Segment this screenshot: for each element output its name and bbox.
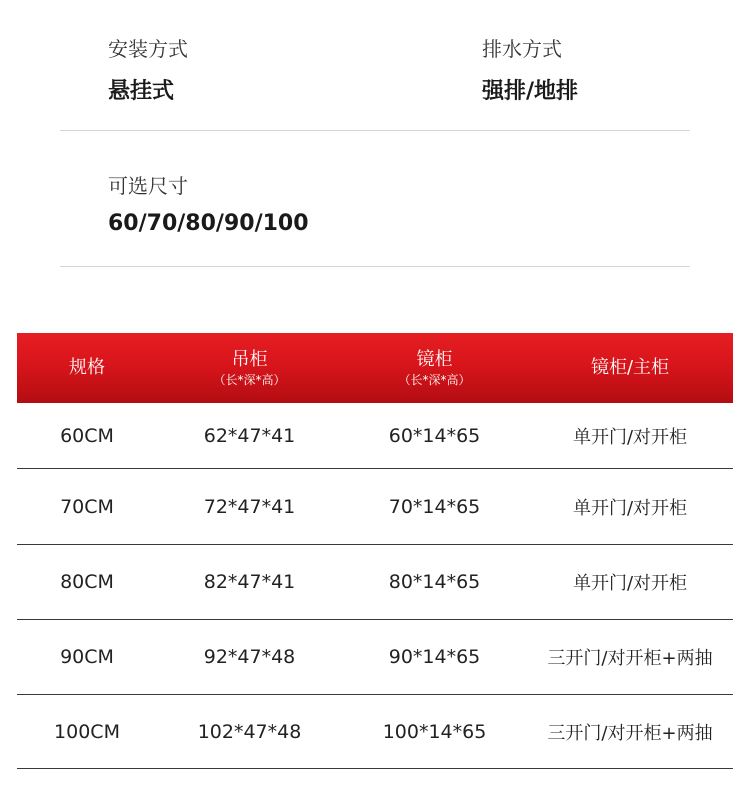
header-hanging-sub: （长*深*高） bbox=[213, 372, 286, 387]
drain-method-value: 强排/地排 bbox=[482, 79, 579, 104]
cell-spec: 90CM bbox=[60, 646, 114, 668]
header-spec bbox=[17, 333, 157, 403]
header-mirror-main-label: 镜柜/主柜 bbox=[590, 357, 670, 379]
available-sizes-label: 可选尺寸 bbox=[108, 174, 188, 198]
table-row bbox=[17, 469, 733, 545]
cell-hanging: 82*47*41 bbox=[203, 571, 296, 593]
cell-doors: 单开门/对开柜 bbox=[572, 573, 688, 594]
header-spec-label: 规格 bbox=[69, 357, 105, 379]
size-table bbox=[17, 333, 733, 769]
cell-mirror: 80*14*65 bbox=[388, 571, 481, 593]
install-method bbox=[108, 33, 188, 105]
header-mirror-cabinet bbox=[342, 333, 527, 403]
cell-mirror: 90*14*65 bbox=[388, 646, 481, 668]
cell-spec: 100CM bbox=[54, 720, 120, 743]
header-mirror-sub: （长*深*高） bbox=[398, 372, 471, 387]
drain-method bbox=[482, 33, 578, 105]
cell-spec: 70CM bbox=[60, 495, 114, 518]
cell-spec: 60CM bbox=[60, 424, 114, 447]
table-row bbox=[17, 695, 733, 769]
available-sizes bbox=[108, 170, 309, 236]
header-hanging-label: 吊柜 bbox=[231, 349, 268, 370]
divider-bottom bbox=[60, 266, 690, 267]
header-mirror-label: 镜柜 bbox=[416, 349, 453, 370]
cell-hanging: 62*47*41 bbox=[203, 424, 296, 447]
cell-mirror: 70*14*65 bbox=[388, 495, 481, 518]
cell-hanging: 102*47*48 bbox=[197, 720, 302, 743]
install-method-label: 安装方式 bbox=[108, 37, 188, 61]
table-header bbox=[17, 333, 733, 403]
cell-mirror: 60*14*65 bbox=[388, 424, 481, 447]
cell-mirror: 100*14*65 bbox=[382, 720, 487, 743]
divider-top bbox=[60, 130, 690, 131]
cell-hanging: 72*47*41 bbox=[203, 495, 296, 518]
available-sizes-value: 60/70/80/90/100 bbox=[108, 211, 309, 236]
table-row bbox=[17, 403, 733, 469]
table-row bbox=[17, 620, 733, 695]
install-method-value: 悬挂式 bbox=[108, 79, 175, 104]
drain-method-label: 排水方式 bbox=[482, 37, 562, 61]
cell-doors: 三开门/对开柜+两抽 bbox=[547, 722, 713, 744]
cell-spec: 80CM bbox=[60, 571, 114, 593]
header-mirror-main bbox=[527, 333, 733, 403]
cell-doors: 单开门/对开柜 bbox=[572, 426, 688, 448]
cell-hanging: 92*47*48 bbox=[203, 646, 296, 668]
header-hanging-cabinet bbox=[157, 333, 342, 403]
cell-doors: 三开门/对开柜+两抽 bbox=[547, 648, 713, 669]
cell-doors: 单开门/对开柜 bbox=[572, 497, 688, 519]
table-row bbox=[17, 545, 733, 620]
